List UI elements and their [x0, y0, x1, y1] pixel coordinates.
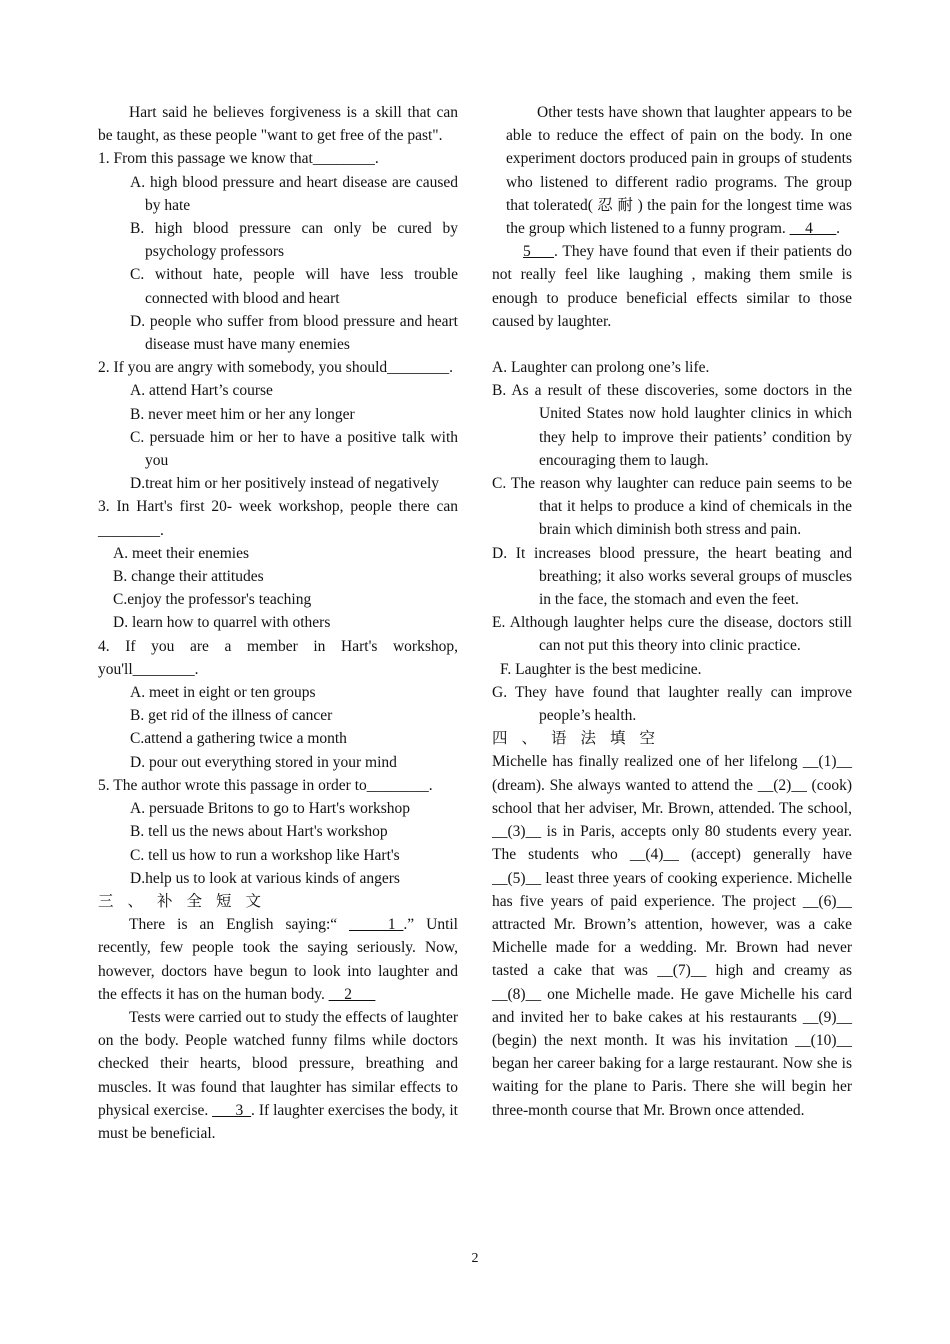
question-5-option-d: D.help us to look at various kinds of angers: [130, 869, 400, 887]
blank-4: __4___: [789, 220, 837, 238]
section-4-heading: 四、语法填空: [492, 730, 670, 748]
paragraph-1-text-middle: .” Until recently, few people took the saying seriously. Now, however, doctors have begun to look into laughter and the effects it has on the human body.: [98, 916, 458, 1003]
question-5-option-a: A. persuade Britons to go to Hart's workshop: [130, 800, 411, 818]
right-column: [492, 101, 852, 1122]
section-3-heading: 三、补全短文: [98, 892, 276, 910]
question-1-option-c: C. without hate, people will have less trouble connected with blood and heart: [130, 266, 458, 307]
question-4-option-a: A. meet in eight or ten groups: [130, 684, 316, 702]
question-3-option-d: D. learn how to quarrel with others: [113, 614, 331, 632]
section-3-paragraph-1: [98, 913, 458, 1006]
section-3-paragraph-3: [492, 101, 852, 240]
question-4-option-b: B. get rid of the illness of cancer: [130, 707, 333, 725]
blank-5: 5___: [523, 243, 554, 261]
question-1-option-a: A. high blood pressure and heart disease are caused by hate: [130, 173, 458, 214]
paragraph-4-text: . They have found that even if their patients do not really feel like laughing , making them smile is enough to produce beneficial effects similar to those caused by laughter.: [492, 243, 852, 330]
question-2-option-c: C. persuade him or her to have a positive talk with you: [130, 428, 458, 470]
option-a: A. Laughter can prolong one’s life.: [492, 359, 710, 377]
question-5-option-c: C. tell us how to run a workshop like Hart's: [130, 846, 400, 864]
question-5-stem: 5. The author wrote this passage in order to________.: [98, 776, 433, 794]
question-1-option-b: B. high blood pressure can only be cured by psychology professors: [130, 220, 458, 261]
section-3-paragraph-2: [98, 1006, 458, 1145]
option-f: F. Laughter is the best medicine.: [500, 660, 702, 678]
option-b: B. As a result of these discoveries, some doctors in the United States now hold laughter clinics in which they help to improve their patients’ condition by encouraging them to laugh.: [492, 382, 852, 469]
question-3-stem: 3. In Hart's first 20- week workshop, people there can ________.: [98, 498, 458, 539]
question-2-option-d: D.treat him or her positively instead of negatively: [130, 475, 440, 493]
question-5-option-b: B. tell us the news about Hart's workshop: [130, 823, 388, 841]
question-3-option-b: B. change their attitudes: [113, 568, 264, 586]
section-3-paragraph-4: [492, 240, 852, 333]
intro-paragraph: Hart said he believes forgiveness is a skill that can be taught, as these people "want to get free of the past".: [98, 104, 458, 145]
option-g: G. They have found that laughter really can improve people’s health.: [492, 683, 852, 725]
left-column: [98, 101, 458, 1145]
question-4-stem: 4. If you are a member in Hart's workshop, you'll________.: [98, 637, 458, 678]
blank-1: _____1_: [349, 916, 404, 934]
paragraph-2-text-start: Tests were carried out to study the effects of laughter on the body. People watched funny films while doctors checked their hearts, blood pressure, breathing and muscles. It was found that laughter has similar effects to physical exercise.: [98, 1008, 458, 1119]
section-4-passage: Michelle has finally realized one of her lifelong __(1)__ (dream). She always wanted to attend the __(2)__ (cook) school that her adviser, Mr. Brown, attended. The school, __(3)__ is in Paris, accepts only 80 students every year. The students who __(4)__ (accept) generally have __(5)__ least three years of cooking experience. Michelle has five years of paid experience. The project __(6)__ attracted Mr. Brown’s attention, however, was a cake Michelle made for a wedding. Mr. Brown had never tasted a cake that was __(7)__ high and creamy as __(8)__ one Michelle made. He gave Michelle his card and invited her to bake cakes at his restaurants __(9)__ (begin) the next month. It was his invitation __(10)__ began her career baking for a large restaurant. Now she is waiting for the plane to Paris. There she will begin her three-month course that Mr. Brown once attended.: [492, 753, 852, 1119]
option-c: C. The reason why laughter can reduce pain seems to be that it helps to produce a kind of chemicals in the brain which diminish both stress and pain.: [492, 475, 852, 539]
paragraph-3-text: Other tests have shown that laughter appears to be able to reduce the effect of pain on the body. In one experiment doctors produced pain in groups of students who listened to different radio programs. The group that tolerated( 忍 耐 ) the pain for the longest time was the group which listened to a funny program.: [506, 104, 852, 238]
paragraph-1-text-start: There is an English saying:“: [129, 916, 350, 934]
blank-3: ___3_: [212, 1101, 251, 1119]
question-1-stem: 1. From this passage we know that________.: [98, 150, 379, 168]
question-2-option-a: A. attend Hart’s course: [130, 382, 273, 400]
spacer: [492, 333, 852, 356]
question-4-option-d: D. pour out everything stored in your mind: [130, 753, 397, 771]
question-2-stem: 2. If you are angry with somebody, you should________.: [98, 359, 454, 377]
blank-2: __2___: [328, 985, 376, 1003]
paragraph-2-text-end: . If laughter exercises the body, it must be beneficial.: [98, 1101, 458, 1142]
page-number: 2: [471, 1251, 479, 1266]
option-e: E. Although laughter helps cure the disease, doctors still can not put this theory into clinic practice.: [492, 614, 852, 655]
paragraph-3-text-end: .: [836, 220, 841, 238]
question-3-option-c: C.enjoy the professor's teaching: [113, 591, 312, 609]
question-4-option-c: C.attend a gathering twice a month: [130, 730, 347, 748]
question-1-option-d: D. people who suffer from blood pressure and heart disease must have many enemies: [130, 312, 458, 354]
question-3-option-a: A. meet their enemies: [113, 544, 250, 562]
option-d: D. It increases blood pressure, the heart beating and breathing; it also works several groups of muscles in the face, the stomach and even the feet.: [492, 544, 852, 609]
question-2-option-b: B. never meet him or her any longer: [130, 405, 355, 423]
